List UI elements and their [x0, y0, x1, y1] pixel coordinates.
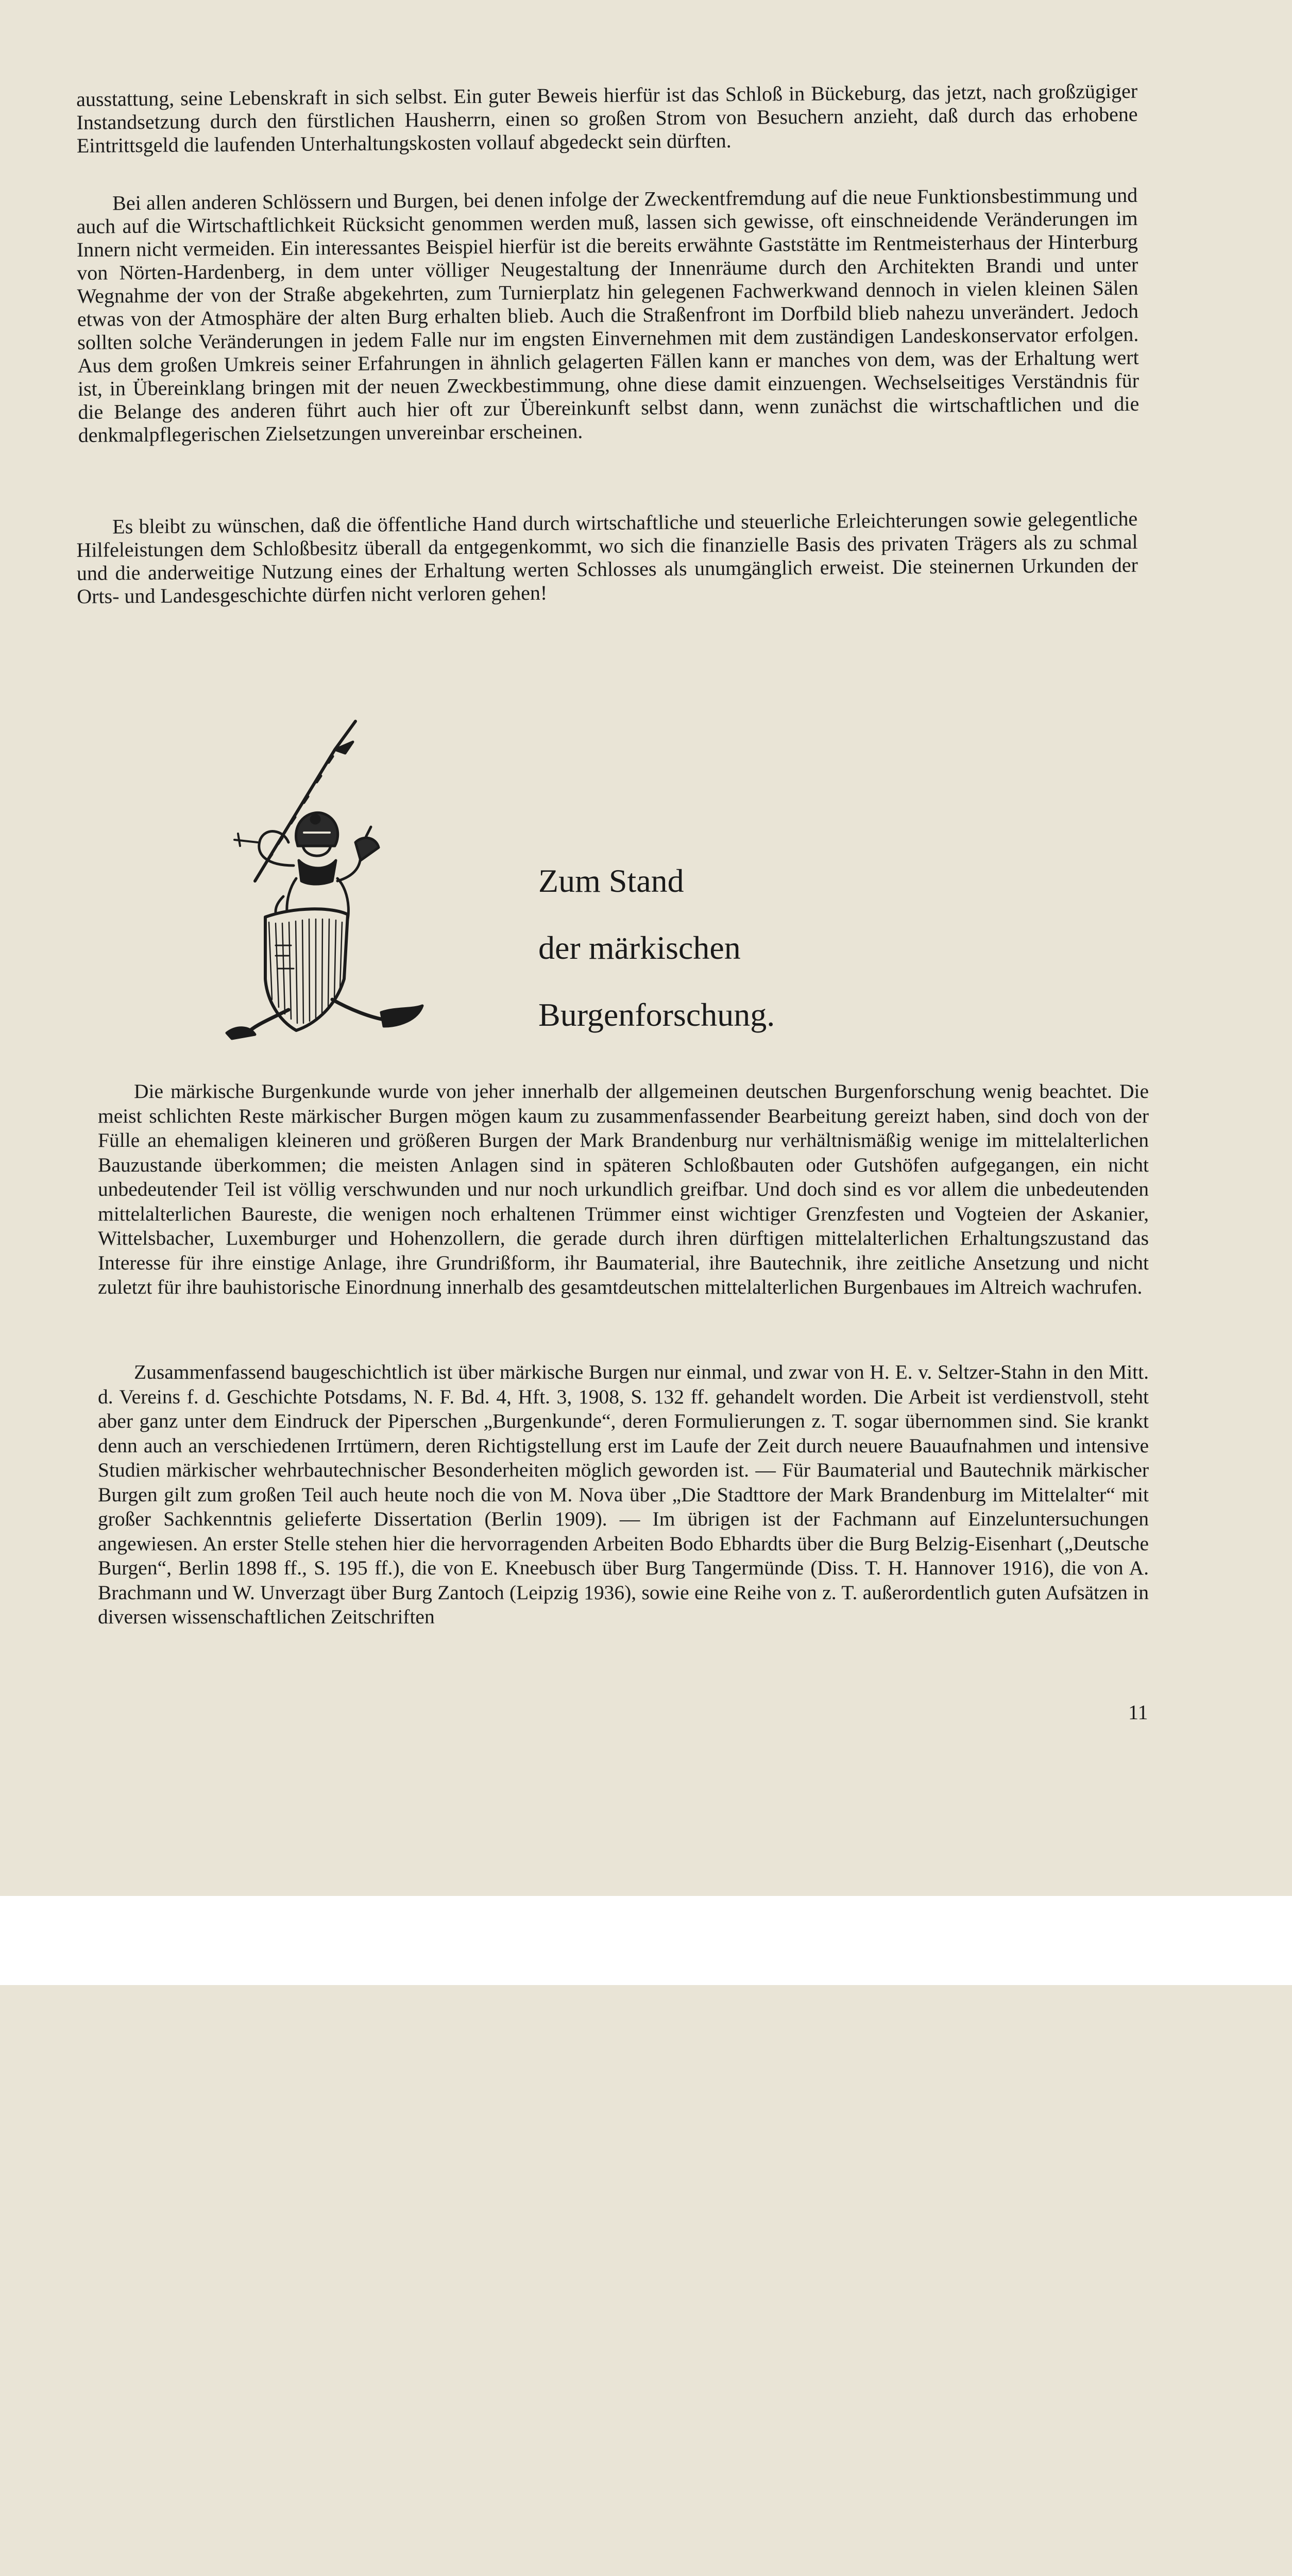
- top-paragraph-1: ausstattung, seine Lebenskraft in sich selbst. Ein guter Beweis hierfür ist das Schloß in Bückeburg, das jetzt, nach großzügiger Instandsetzung durch den fürstlichen Hausherrn, einen so großen Strom von Besuchern anzieht, daß durch das erhobene Eintrittsgeld die laufenden Unterhaltungskosten vollauf abgedeckt sein dürften.: [76, 79, 1138, 157]
- heading-line-2: der märkischen: [538, 929, 741, 966]
- top-paragraph-3: Es bleibt zu wünschen, daß die öffentliche Hand durch wirtschaftliche und steuerliche Erleichterungen sowie gelegentliche Hilfeleistungen dem Schloßbesitz überall da entgegenkommt, wo sich die finanzielle Basis des privaten Trägers als zu schmal und die anderweitige Nutzung eines der Erhaltung werten Schlosses als unumgänglich erweist. Die steinernen Urkunden der Orts- und Landesgeschichte dürfen nicht verloren gehen!: [76, 506, 1138, 608]
- heading-line-3: Burgenforschung.: [538, 996, 775, 1033]
- article-paragraph-2: Zusammenfassend baugeschichtlich ist über märkische Burgen nur einmal, und zwar von H. E. v. Seltzer-Stahn in den Mitt. d. Vereins f. d. Geschichte Potsdams, N. F. Bd. 4, Hft. 3, 1908, S. 132 ff. gehandelt worden. Die Arbeit ist verdienstvoll, steht aber ganz unter dem Eindruck der Piperschen „Burgenkunde“, deren Formulierungen z. T. sogar übernommen sind. Sie krankt denn auch an verschiedenen Irrtümern, deren Richtigstellung erst im Laufe der Zeit durch neuere Bauaufnahmen und intensive Studien märkischer wehrbautechnischer Besonderheiten möglich geworden ist. — Für Baumaterial und Bautechnik märkischer Burgen gilt zum großen Teil auch heute noch die von M. Nova über „Die Stadttore der Mark Brandenburg im Mittelalter“ mit großer Sachkenntnis gelieferte Dissertation (Berlin 1909). — Im übrigen ist der Fachmann auf Einzeluntersuchungen angewiesen. An erster Stelle stehen hier die hervorragenden Arbeiten Bodo Ebhardts über die Burg Belzig-Eisenhart („Deutsche Burgen“, Berlin 1898 ff., S. 195 ff.), die von E. Kneebusch über Burg Tangermünde (Diss. T. H. Hannover 1916), die von A. Brachmann und W. Unverzagt über Burg Zantoch (Leipzig 1936), sowie eine Reihe von z. T. außerordentlich guten Aufsätzen in diversen wissenschaftlichen Zeitschriften: [98, 1361, 1149, 1628]
- heading-line-1: Zum Stand: [538, 862, 684, 899]
- article-paragraph-1: Die märkische Burgenkunde wurde von jeher innerhalb der allgemeinen deutschen Burgenforschung wenig beachtet. Die meist schlichten Reste märkischer Burgen mögen kaum zu zusammenfassender Bearbeitung gereizt haben, sind doch von der Fülle an ehemaligen kleineren und größeren Burgen der Mark Brandenburg nur verhältnismäßig wenige im mittelalterlichen Bauzustande überkommen; die meisten Anlagen sind in späteren Schloßbauten oder Gutshöfen aufgegangen, ein nicht unbedeutender Teil ist völlig verschwunden und nur noch urkundlich greifbar. Und doch sind es vor allem die unbedeutenden mittelalterlichen Baureste, die wenigen noch erhaltenen Trümmer einst wichtiger Grenzfesten und Vogteien der Askanier, Wittelsbacher, Luxemburger und Hohenzollern, die gerade durch ihren dürftigen mittelalterlichen Erhaltungszustand das Interesse für ihre einstige Anlage, ihre Grundrißform, ihr Baumaterial, ihre Bautechnik, ihre zeitliche Ansetzung und nicht zuletzt für ihre bauhistorische Einordnung innerhalb des gesamtdeutschen mittelalterlichen Burgenbaues im Altreich wachrufen.: [98, 1080, 1149, 1298]
- article-heading: [538, 848, 950, 1048]
- knight-with-shield-drawing: [206, 711, 433, 1041]
- viewer-footer: [0, 1896, 1292, 1985]
- page-number: 11: [1128, 1701, 1148, 1724]
- top-paragraph-2: Bei allen anderen Schlössern und Burgen, bei denen infolge der Zweckentfremdung auf die neue Funktionsbestimmung und auch auf die Wirtschaftlichkeit Rücksicht genommen werden muß, lassen sich gewisse, oft einschneidende Veränderungen im Innern nicht vermeiden. Ein interessantes Beispiel hierfür ist die bereits erwähnte Gaststätte im Rentmeisterhaus der Hinterburg von Nörten-Hardenberg, in dem unter völliger Neugestaltung der Innenräume durch den Architekten Brandi und unter Wegnahme der von der Straße abgekehrten, zum Turnierplatz hin gelegenen Fachwerkwand dennoch in vielen kleinen Sälen etwas von der Atmosphäre der alten Burg erhalten blieb. Auch die Straßenfront im Dorfbild blieb nahezu unverändert. Jedoch sollten solche Veränderungen in jedem Falle nur im engsten Einvernehmen mit dem zuständigen Landeskonservator erfolgen. Aus dem großen Umkreis seiner Erfahrungen in ähnlich gelagerten Fällen kann er manches von dem, was der Erhaltung wert ist, in Übereinklang bringen mit der neuen Zweckbestimmung, ohne diese damit einzuengen. Wechselseitiges Verständnis für die Belange des anderen führt auch hier oft zur Übereinkunft selbst dann, wenn zunächst die wirtschaftlichen und die denkmalpflegerischen Zielsetzungen unvereinbar erscheinen.: [76, 183, 1140, 447]
